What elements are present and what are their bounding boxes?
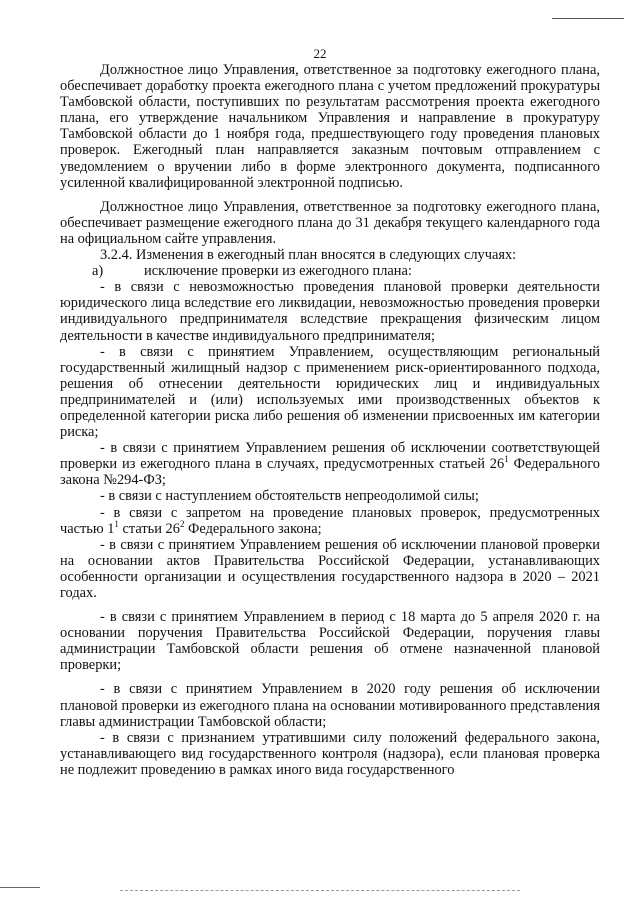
list-item-force-majeure: - в связи с наступлением обстоятельств непреодолимой силы; <box>100 488 479 505</box>
paragraph-annual-plan-publication: Должностное лицо Управления, ответственное за подготовку ежегодного плана, обеспечивает размещение ежегодного плана до 31 декабря текущего календарного года на официальном сайте управления. <box>60 198 600 247</box>
document-body <box>60 62 600 778</box>
list-item-article-26-1: - в связи с принятием Управлением решения об исключении соответствующей проверки из ежегодного плана в случаях, предусмотренных статьей $26^1$ Федерального закона №294-ФЗ; <box>60 440 600 489</box>
page-number: 22 <box>313 46 327 61</box>
list-item-liquidation: - в связи с невозможностью проведения плановой проверки деятельности юридического лица вследствие его ликвидации, невозможностью проведения проверки индивидуального предпринимателя вследствие прекращения физическим лицом деятельности в качестве индивидуального предпринимателя; <box>60 279 600 344</box>
subclause-a-label: а) <box>92 263 104 280</box>
paragraph-section-3-2-4: 3.2.4. Изменения в ежегодный план вносятся в следующих случаях: <box>100 247 517 264</box>
subclause-a-text: исключение проверки из ежегодного плана: <box>144 263 412 280</box>
list-item-law-repealed: - в связи с признанием утратившими силу положений федерального закона, устанавливающего вид государственного контроля (надзора), если плановая проверка не подлежит проведению в рамках иного вида государственного <box>60 729 600 778</box>
paragraph-annual-plan-revision: Должностное лицо Управления, ответственное за подготовку ежегодного плана, обеспечивает доработку проекта ежегодного плана с учетом предложений прокуратуры Тамбовской области, поступивших по результатам рассмотрения проекта ежегодного плана, его утверждение начальником Управления и направление в прокуратуру Тамбовской области до 1 ноября года, предшествующего году проведения плановых проверок. Ежегодный план направляется заказным почтовым отправлением с уведомлением о вручении либо в форме электронного документа, подписанного усиленной квалифицированной электронной подписью. <box>60 62 600 191</box>
list-item-risk-category: - в связи с принятием Управлением, осуществляющим региональный государственный жилищный надзор с применением риск-ориентированного подхода, решения об отнесении деятельности юридических лиц и индивидуальных предпринимателей и (или) используемых ими производственных объектов к определенной категории риска либо решения об изменении присвоенных им категории риска; <box>60 343 600 441</box>
subclause-a <box>60 263 600 279</box>
list-item-government-acts: - в связи с принятием Управлением решения об исключении плановой проверки на основании актов Правительства Российской Федерации, устанавливающих особенности организации и осуществления государственного надзора в 2020 – 2021 годах. <box>60 536 600 601</box>
bottom-rule <box>120 890 520 891</box>
bottom-rule-left <box>0 887 40 888</box>
list-item-2020-exclusion: - в связи с принятием Управлением в 2020 году решения об исключении плановой проверки из ежегодного плана на основании мотивированного представления главы администрации Тамбовской области; <box>60 681 600 730</box>
list-item-march-april-2020: - в связи с принятием Управлением в период с 18 марта до 5 апреля 2020 г. на основании поручения Правительства Российской Федерации, поручения главы администрации Тамбовской области решения об отмене назначенной плановой проверки; <box>60 609 600 674</box>
top-rule <box>552 18 624 19</box>
list-item-inspection-ban: - в связи с запретом на проведение плановых проверок, предусмотренных частью $1^1$ статьи $26^2$ Федерального закона; <box>60 504 600 537</box>
